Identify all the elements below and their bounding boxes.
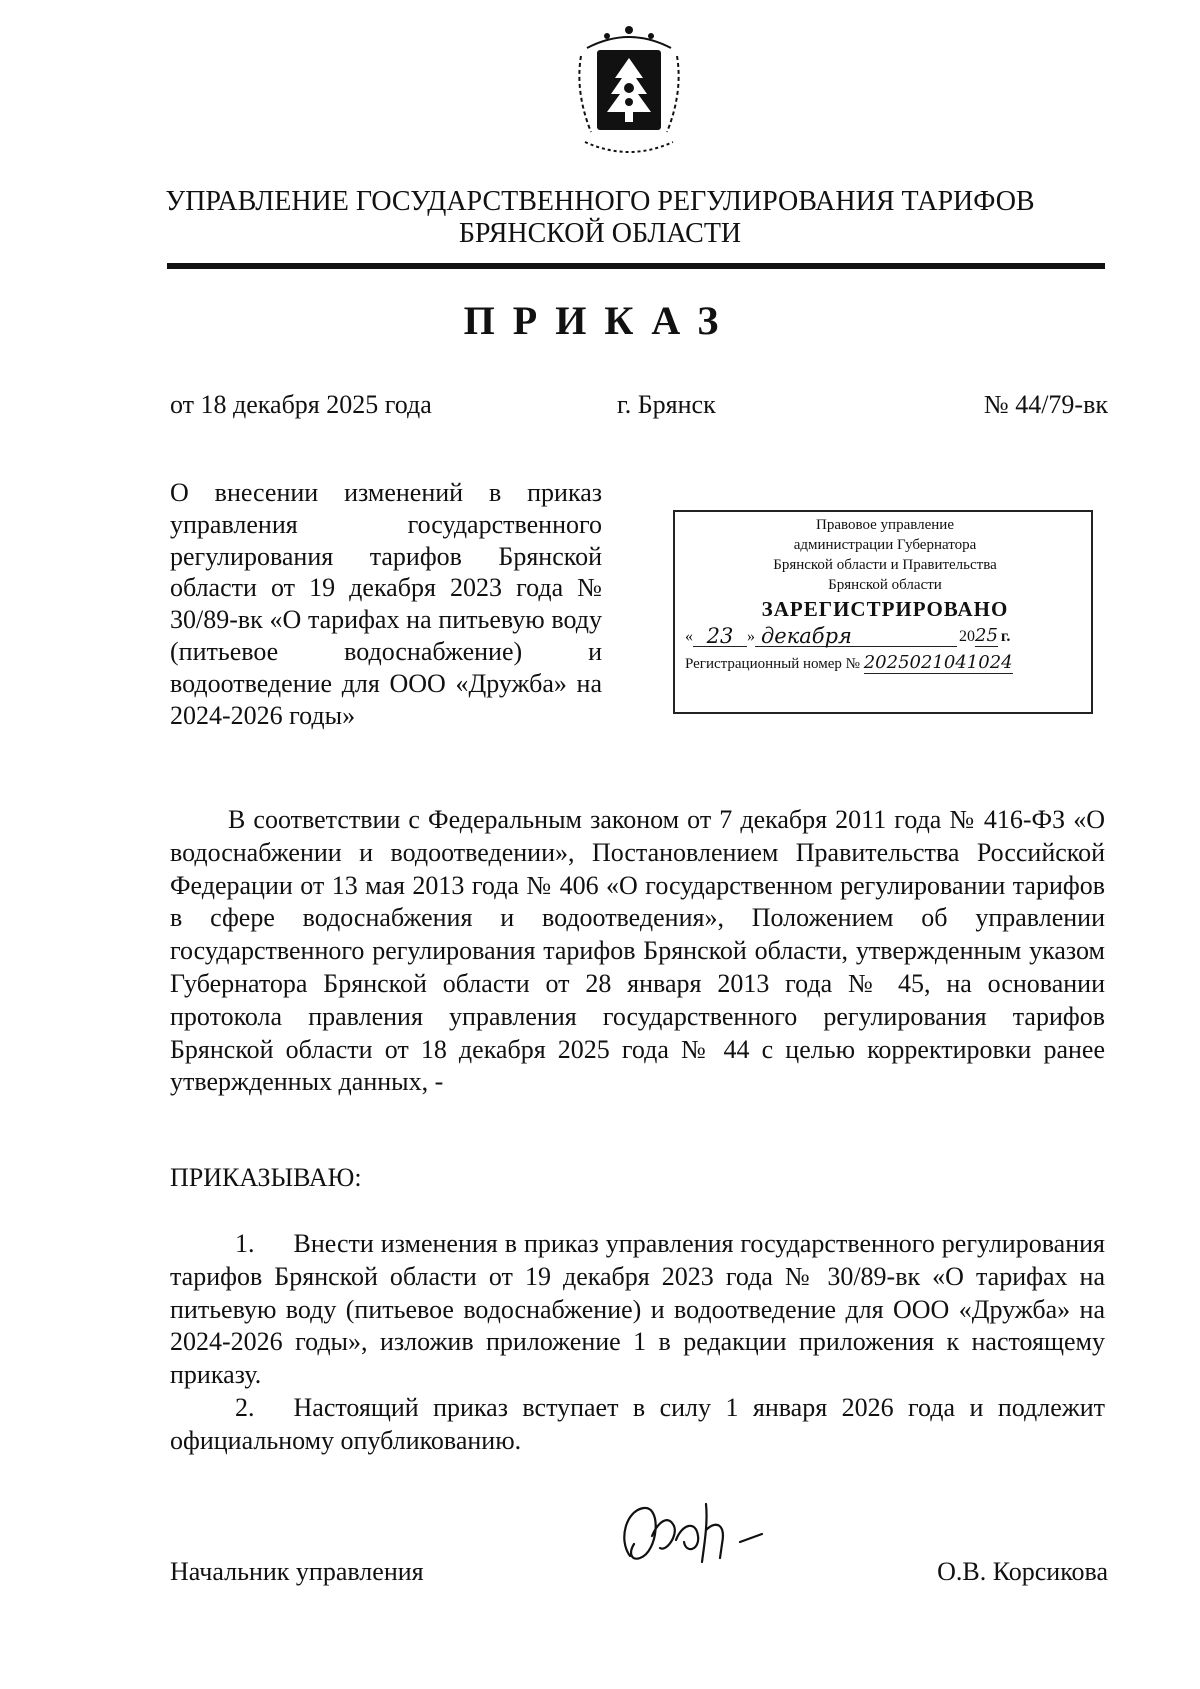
signatory-name: О.В. Корсикова [937,1557,1108,1586]
stamp-year-suffix: 25 [975,625,998,646]
registration-stamp [673,510,1093,714]
order-item-2: 2. Настоящий приказ вступает в силу 1 января 2026 года и подлежит официальному опубликованию. [170,1393,1105,1455]
preamble-paragraph: В соответствии с Федеральным законом от 7 декабря 2011 года № 416-ФЗ «О водоснабжении и водоотведении», Постановлением Правительства Российской Федерации от 13 мая 2013 года № 406 «О государственном регулировании тарифов в сфере водоснабжения и водоотведения», Положением об управлении государственного регулирования тарифов Брянской области, утвержденным указом Губернатора Брянской области от 28 января 2013 года № 45, на основании протокола правления управления государственного регулирования тарифов Брянской области от 18 декабря 2025 года № 44 с целью корректировки ранее утвержденных данных, - [170,805,1105,1097]
stamp-reg-number: 2025021041024 [863,652,1013,673]
order-subject: О внесении изменений в приказ управления государственного регулирования тарифов Брянской области от 19 декабря 2023 года № 30/89-вк «О тарифах на питьевую воду (питьевое водоснабжение) и водоотведение для ООО «Дружба» на 2024-2026 годы» [170,478,602,730]
handwritten-signature [612,1496,777,1576]
stamp-registration-number [685,653,1085,674]
stamp-date [685,626,1085,647]
stamp-day: 23 [693,626,747,647]
order-number: № 44/79-вк [983,390,1108,419]
signatory-position: Начальник управления [170,1557,424,1586]
stamp-date-close-quote: » [747,628,755,645]
order-city: г. Брянск [617,390,716,419]
header-divider [167,263,1105,269]
stamp-year-unit: г. [1000,628,1011,645]
coat-of-arms-icon [567,22,691,162]
organization-name-line2: БРЯНСКОЙ ОБЛАСТИ [458,218,742,249]
stamp-year-prefix: 20 [959,628,975,645]
stamp-month: декабря [755,626,957,647]
stamp-line: администрации Губернатора [793,537,977,553]
document-type-title: ПРИКАЗ [463,298,737,343]
order-date: от 18 декабря 2025 года [170,390,432,419]
stamp-registered-label: ЗАРЕГИСТРИРОВАНО [761,597,1009,621]
order-item-1: 1. Внести изменения в приказ управления государственного регулирования тарифов Брянской области от 19 декабря 2023 года № 30/89-вк «О тарифах на питьевую воду (питьевое водоснабжение) и водоотведение для ООО «Дружба» на 2024-2026 годы», изложив приложение 1 в редакции приложения к настоящему приказу. [170,1229,1105,1390]
stamp-line: Брянской области [828,577,942,593]
organization-name-line1: УПРАВЛЕНИЕ ГОСУДАРСТВЕННОГО РЕГУЛИРОВАНИЯ ТАРИФОВ [165,186,1035,217]
stamp-line: Брянской области и Правительства [773,557,997,573]
order-directive: ПРИКАЗЫВАЮ: [170,1163,362,1192]
stamp-reg-label: Регистрационный номер № [685,656,860,672]
stamp-date-open-quote: « [685,628,693,645]
stamp-line: Правовое управление [816,517,954,533]
